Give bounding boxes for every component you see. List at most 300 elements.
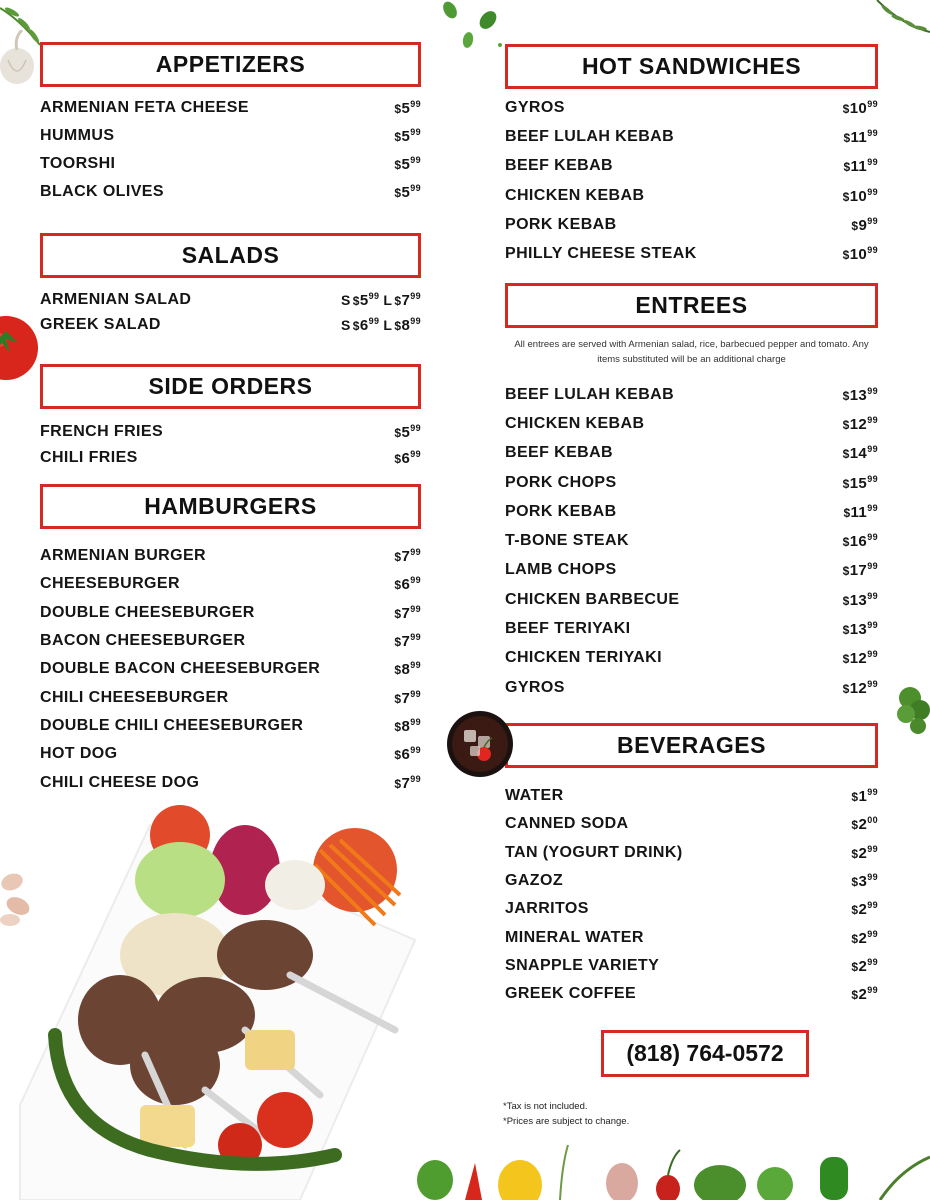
- item-name: T-BONE STEAK: [505, 532, 629, 550]
- currency-symbol: $: [851, 959, 859, 974]
- salads-section: [40, 233, 421, 338]
- item-price: [851, 957, 878, 975]
- herb-sprig-image: [0, 0, 45, 50]
- price-dollars: 10: [849, 99, 868, 117]
- menu-item: [40, 419, 421, 445]
- item-price: [851, 216, 878, 234]
- price-cents: 99: [410, 155, 421, 165]
- item-price: [843, 157, 878, 175]
- price-dollars: 2: [858, 957, 868, 975]
- price-cents: 99: [410, 632, 421, 643]
- item-price: [394, 99, 421, 117]
- item-price: [851, 844, 878, 862]
- price-dollars: 2: [858, 901, 868, 919]
- menu-item: [40, 94, 421, 122]
- item-price: [843, 128, 878, 146]
- price-dollars: 5: [359, 291, 369, 309]
- item-name: ARMENIAN SALAD: [40, 290, 192, 308]
- item-price: [394, 155, 421, 173]
- large-price: [394, 317, 421, 334]
- price-cents: 99: [867, 157, 878, 168]
- menu-item: [505, 980, 878, 1008]
- item-name: HUMMUS: [40, 127, 115, 144]
- item-name: SNAPPLE VARIETY: [505, 956, 660, 974]
- currency-symbol: $: [394, 186, 402, 200]
- item-name: CHEESEBURGER: [40, 575, 180, 593]
- price-dollars: 5: [401, 100, 411, 117]
- price-cents: 99: [867, 385, 878, 396]
- item-name: JARRITOS: [505, 900, 589, 918]
- currency-symbol: $: [842, 248, 850, 263]
- entrees-title: ENTREES: [505, 283, 878, 328]
- item-name: LAMB CHOPS: [505, 561, 617, 579]
- price-dollars: 6: [401, 576, 411, 594]
- price-dollars: 2: [858, 844, 868, 862]
- beverages-section: [505, 723, 878, 1008]
- price-cents: 99: [867, 561, 878, 572]
- price-cents: 99: [867, 620, 878, 631]
- menu-item: [505, 556, 878, 585]
- currency-symbol: $: [394, 426, 402, 440]
- price-cents: 99: [410, 745, 421, 756]
- entrees-section: [505, 283, 878, 702]
- item-name: GREEK COFFEE: [505, 985, 637, 1003]
- item-name: DOUBLE CHILI CHEESEBURGER: [40, 716, 304, 734]
- lamb-chops-plate-image: [0, 805, 420, 1200]
- hot-sandwiches-list: [505, 93, 878, 269]
- price-dollars: 12: [849, 415, 868, 433]
- price-dollars: 5: [401, 184, 411, 201]
- price-dollars: 5: [401, 424, 411, 441]
- currency-symbol: $: [843, 505, 851, 520]
- currency-symbol: $: [851, 875, 859, 890]
- item-name: GAZOZ: [505, 872, 563, 890]
- price-cents: 00: [867, 815, 878, 826]
- price-dollars: 11: [850, 158, 868, 176]
- price-cents: 99: [867, 843, 878, 854]
- menu-item: [505, 152, 878, 181]
- currency-symbol: $: [394, 293, 402, 308]
- price-dollars: 6: [401, 450, 411, 467]
- price-dollars: 13: [849, 591, 868, 609]
- currency-symbol: $: [394, 635, 402, 650]
- currency-symbol: $: [352, 293, 360, 308]
- menu-item: [505, 867, 878, 895]
- footnotes: [503, 1099, 629, 1129]
- item-price: [843, 679, 878, 697]
- large-price: [394, 292, 421, 309]
- menu-item: [505, 380, 878, 409]
- item-price: [843, 561, 878, 579]
- currency-symbol: $: [394, 776, 402, 791]
- currency-symbol: $: [851, 818, 859, 833]
- item-price: [843, 444, 878, 462]
- menu-item: [40, 683, 421, 711]
- item-name: GYROS: [505, 98, 565, 116]
- currency-symbol: $: [851, 988, 859, 1003]
- side-orders-list: [40, 419, 421, 471]
- item-name: BEEF TERIYAKI: [505, 620, 631, 638]
- item-name: PORK KEBAB: [505, 502, 617, 520]
- price-cents: 99: [410, 603, 421, 614]
- price-cents: 99: [867, 127, 878, 138]
- price-dollars: 8: [401, 717, 411, 735]
- item-name: CANNED SODA: [505, 815, 629, 833]
- item-name: BEEF KEBAB: [505, 444, 614, 462]
- item-name: CHICKEN KEBAB: [505, 414, 645, 432]
- menu-item: [505, 644, 878, 673]
- currency-symbol: $: [394, 130, 402, 144]
- appetizers-title: APPETIZERS: [40, 42, 421, 87]
- currency-symbol: $: [851, 846, 859, 861]
- price-dollars: 7: [401, 774, 411, 792]
- price-cents: 99: [368, 316, 380, 327]
- menu-item: [40, 655, 421, 683]
- item-price: [394, 717, 421, 735]
- large-size-label: L: [383, 291, 393, 308]
- small-size-label: S: [341, 317, 351, 334]
- item-name: MINERAL WATER: [505, 928, 644, 946]
- price-cents: 99: [867, 678, 878, 689]
- price-cents: 99: [867, 590, 878, 601]
- beverages-list: [505, 782, 878, 1008]
- price-cents: 99: [410, 547, 421, 558]
- price-cents: 99: [867, 98, 878, 109]
- currency-symbol: $: [842, 417, 850, 432]
- parsley-image: [888, 680, 930, 740]
- price-dollars: 5: [401, 128, 411, 145]
- price-cents: 99: [867, 787, 878, 798]
- price-cents: 99: [867, 444, 878, 455]
- price-dollars: 2: [858, 929, 868, 947]
- size-prices: [337, 291, 421, 309]
- menu-item: [40, 445, 421, 471]
- price-dollars: 7: [401, 633, 411, 651]
- item-price: [843, 99, 878, 117]
- item-price: [394, 774, 421, 792]
- item-price: [851, 900, 878, 918]
- item-price: [394, 423, 421, 441]
- price-cents: 99: [410, 183, 421, 193]
- menu-item: [40, 150, 421, 178]
- beverage-glass-image: [446, 710, 514, 778]
- item-price: [394, 127, 421, 145]
- price-dollars: 2: [858, 986, 868, 1004]
- item-name: GYROS: [505, 678, 565, 696]
- menu-item: [40, 287, 421, 313]
- menu-item: [505, 673, 878, 702]
- side-orders-title: SIDE ORDERS: [40, 364, 421, 409]
- menu-item: [505, 181, 878, 210]
- menu-item: [40, 599, 421, 627]
- currency-symbol: $: [842, 681, 850, 696]
- hot-sandwiches-section: [505, 44, 878, 269]
- item-price: [394, 745, 421, 763]
- menu-item: [40, 570, 421, 598]
- currency-symbol: $: [394, 578, 402, 593]
- item-price: [843, 591, 878, 609]
- currency-symbol: $: [842, 476, 850, 491]
- prices-footnote: *Prices are subject to change.: [503, 1116, 630, 1127]
- price-dollars: 11: [850, 503, 868, 521]
- item-name: WATER: [505, 787, 564, 805]
- price-cents: 99: [867, 956, 878, 967]
- price-cents: 99: [410, 127, 421, 137]
- currency-symbol: $: [394, 102, 402, 116]
- item-name: TOORSHI: [40, 155, 116, 172]
- price-cents: 99: [867, 872, 878, 883]
- price-cents: 99: [867, 502, 878, 513]
- menu-item: [40, 178, 421, 206]
- salads-title: SALADS: [40, 233, 421, 278]
- item-name: TAN (YOGURT DRINK): [505, 843, 683, 861]
- currency-symbol: $: [842, 535, 850, 550]
- currency-symbol: $: [352, 319, 360, 334]
- price-cents: 99: [867, 900, 878, 911]
- price-dollars: 2: [858, 816, 868, 834]
- item-name: PHILLY CHEESE STEAK: [505, 245, 697, 263]
- item-name: PORK CHOPS: [505, 473, 617, 491]
- item-price: [394, 575, 421, 593]
- item-price: [843, 620, 878, 638]
- price-dollars: 10: [849, 246, 868, 264]
- price-cents: 99: [867, 245, 878, 256]
- item-name: BEEF LULAH KEBAB: [505, 385, 675, 403]
- item-price: [851, 787, 878, 805]
- item-name: CHILI CHEESE DOG: [40, 773, 200, 791]
- tomato-image: [0, 313, 40, 383]
- currency-symbol: $: [851, 218, 859, 233]
- menu-item: [505, 439, 878, 468]
- price-dollars: 12: [849, 650, 868, 668]
- menu-item: [40, 712, 421, 740]
- price-dollars: 16: [849, 533, 868, 551]
- menu-item: [505, 93, 878, 122]
- small-price: [353, 317, 380, 334]
- price-cents: 99: [867, 532, 878, 543]
- rosemary-image: [872, 0, 930, 60]
- menu-item: [40, 627, 421, 655]
- item-price: [394, 660, 421, 678]
- price-cents: 99: [410, 449, 421, 459]
- item-price: [843, 532, 878, 550]
- price-dollars: 8: [401, 661, 411, 679]
- currency-symbol: $: [842, 447, 850, 462]
- small-size-label: S: [341, 291, 351, 308]
- currency-symbol: $: [842, 101, 850, 116]
- menu-item: [505, 614, 878, 643]
- menu-item: [40, 768, 421, 796]
- price-cents: 99: [867, 186, 878, 197]
- price-dollars: 15: [849, 474, 868, 492]
- hamburgers-section: [40, 484, 421, 797]
- hamburgers-list: [40, 542, 421, 797]
- price-dollars: 6: [359, 317, 369, 335]
- currency-symbol: $: [394, 606, 402, 621]
- price-cents: 99: [867, 649, 878, 660]
- item-name: HOT DOG: [40, 745, 118, 763]
- currency-symbol: $: [851, 903, 859, 918]
- item-price: [394, 604, 421, 622]
- currency-symbol: $: [394, 452, 402, 466]
- price-dollars: 9: [858, 216, 868, 234]
- item-name: CHICKEN KEBAB: [505, 186, 645, 204]
- menu-item: [505, 895, 878, 923]
- entrees-note: All entrees are served with Armenian salad, rice, barbecued pepper and tomato. Any items substituted will be an additional charge: [514, 339, 869, 365]
- item-name: PORK KEBAB: [505, 215, 617, 233]
- item-price: [851, 985, 878, 1003]
- price-cents: 99: [410, 316, 421, 327]
- item-price: [843, 474, 878, 492]
- price-dollars: 8: [401, 317, 411, 335]
- item-price: [851, 929, 878, 947]
- item-name: DOUBLE BACON CHEESEBURGER: [40, 660, 321, 678]
- item-name: BEEF LULAH KEBAB: [505, 127, 675, 145]
- price-dollars: 1: [858, 788, 868, 806]
- basil-leaves-image: [438, 0, 508, 55]
- item-name: ARMENIAN BURGER: [40, 547, 206, 565]
- price-dollars: 3: [858, 873, 868, 891]
- item-price: [843, 245, 878, 263]
- item-name: DOUBLE CHEESEBURGER: [40, 603, 255, 621]
- salads-list: [40, 287, 421, 338]
- currency-symbol: $: [851, 931, 859, 946]
- currency-symbol: $: [394, 691, 402, 706]
- price-cents: 99: [867, 985, 878, 996]
- item-name: BACON CHEESEBURGER: [40, 632, 246, 650]
- price-cents: 99: [867, 473, 878, 484]
- hot-sandwiches-title: HOT SANDWICHES: [505, 44, 878, 89]
- currency-symbol: $: [394, 158, 402, 172]
- menu-item: [505, 923, 878, 951]
- beverages-title: BEVERAGES: [505, 723, 878, 768]
- item-price: [843, 187, 878, 205]
- menu-item: [40, 313, 421, 339]
- price-cents: 99: [867, 928, 878, 939]
- large-size-label: L: [383, 317, 393, 334]
- item-price: [394, 632, 421, 650]
- currency-symbol: $: [842, 388, 850, 403]
- price-cents: 99: [410, 423, 421, 433]
- menu-item: [505, 782, 878, 810]
- item-price: [394, 689, 421, 707]
- currency-symbol: $: [394, 663, 402, 678]
- menu-item: [505, 210, 878, 239]
- menu-item: [505, 839, 878, 867]
- item-price: [843, 415, 878, 433]
- price-cents: 99: [368, 290, 380, 301]
- item-price: [394, 449, 421, 467]
- item-price: [851, 815, 878, 833]
- price-cents: 99: [867, 414, 878, 425]
- menu-item: [505, 239, 878, 268]
- price-dollars: 13: [849, 621, 868, 639]
- price-cents: 99: [410, 773, 421, 784]
- item-name: CHICKEN TERIYAKI: [505, 649, 662, 667]
- menu-item: [505, 952, 878, 980]
- price-cents: 99: [867, 215, 878, 226]
- price-dollars: 13: [849, 386, 868, 404]
- tax-footnote: *Tax is not included.: [503, 1101, 588, 1112]
- price-cents: 99: [410, 99, 421, 109]
- price-dollars: 14: [849, 445, 868, 463]
- side-orders-section: [40, 364, 421, 471]
- item-price: [394, 183, 421, 201]
- price-cents: 99: [410, 688, 421, 699]
- price-dollars: 7: [401, 291, 411, 309]
- price-dollars: 11: [850, 128, 868, 146]
- currency-symbol: $: [851, 790, 859, 805]
- currency-symbol: $: [394, 719, 402, 734]
- entrees-list: [505, 380, 878, 702]
- price-dollars: 7: [401, 604, 411, 622]
- price-dollars: 12: [849, 679, 868, 697]
- currency-symbol: $: [394, 748, 402, 763]
- item-name: CHICKEN BARBECUE: [505, 590, 680, 608]
- menu-item: [505, 468, 878, 497]
- price-cents: 99: [410, 575, 421, 586]
- currency-symbol: $: [842, 189, 850, 204]
- price-dollars: 6: [401, 746, 411, 764]
- item-name: ARMENIAN FETA CHEESE: [40, 99, 249, 116]
- menu-item: [40, 542, 421, 570]
- item-name: FRENCH FRIES: [40, 423, 164, 440]
- hamburgers-title: HAMBURGERS: [40, 484, 421, 529]
- currency-symbol: $: [394, 319, 402, 334]
- price-dollars: 7: [401, 689, 411, 707]
- menu-item: [505, 497, 878, 526]
- price-dollars: 10: [849, 187, 868, 205]
- currency-symbol: $: [842, 652, 850, 667]
- price-dollars: 5: [401, 156, 411, 173]
- menu-item: [40, 122, 421, 150]
- price-cents: 99: [410, 290, 421, 301]
- item-name: GREEK SALAD: [40, 316, 161, 334]
- size-prices: [337, 316, 421, 334]
- price-dollars: 7: [401, 548, 411, 566]
- item-name: CHILI FRIES: [40, 449, 138, 466]
- item-name: BEEF KEBAB: [505, 157, 614, 175]
- menu-item: [505, 122, 878, 151]
- item-price: [851, 872, 878, 890]
- menu-item: [505, 585, 878, 614]
- currency-symbol: $: [843, 130, 851, 145]
- currency-symbol: $: [842, 593, 850, 608]
- item-price: [843, 503, 878, 521]
- appetizers-list: [40, 94, 421, 206]
- menu-item: [505, 526, 878, 555]
- price-cents: 99: [410, 660, 421, 671]
- currency-symbol: $: [842, 564, 850, 579]
- item-name: BLACK OLIVES: [40, 183, 164, 200]
- small-price: [353, 292, 380, 309]
- appetizers-section: [40, 42, 421, 206]
- menu-item: [40, 740, 421, 768]
- currency-symbol: $: [842, 623, 850, 638]
- price-cents: 99: [410, 716, 421, 727]
- menu-item: [505, 810, 878, 838]
- bottom-vegetables-image: [410, 1145, 930, 1200]
- item-price: [394, 547, 421, 565]
- menu-item: [505, 409, 878, 438]
- item-name: CHILI CHEESEBURGER: [40, 688, 229, 706]
- phone-number[interactable]: (818) 764-0572: [601, 1030, 809, 1077]
- currency-symbol: $: [843, 160, 851, 175]
- currency-symbol: $: [394, 550, 402, 565]
- item-price: [843, 386, 878, 404]
- item-price: [843, 649, 878, 667]
- price-dollars: 17: [849, 562, 868, 580]
